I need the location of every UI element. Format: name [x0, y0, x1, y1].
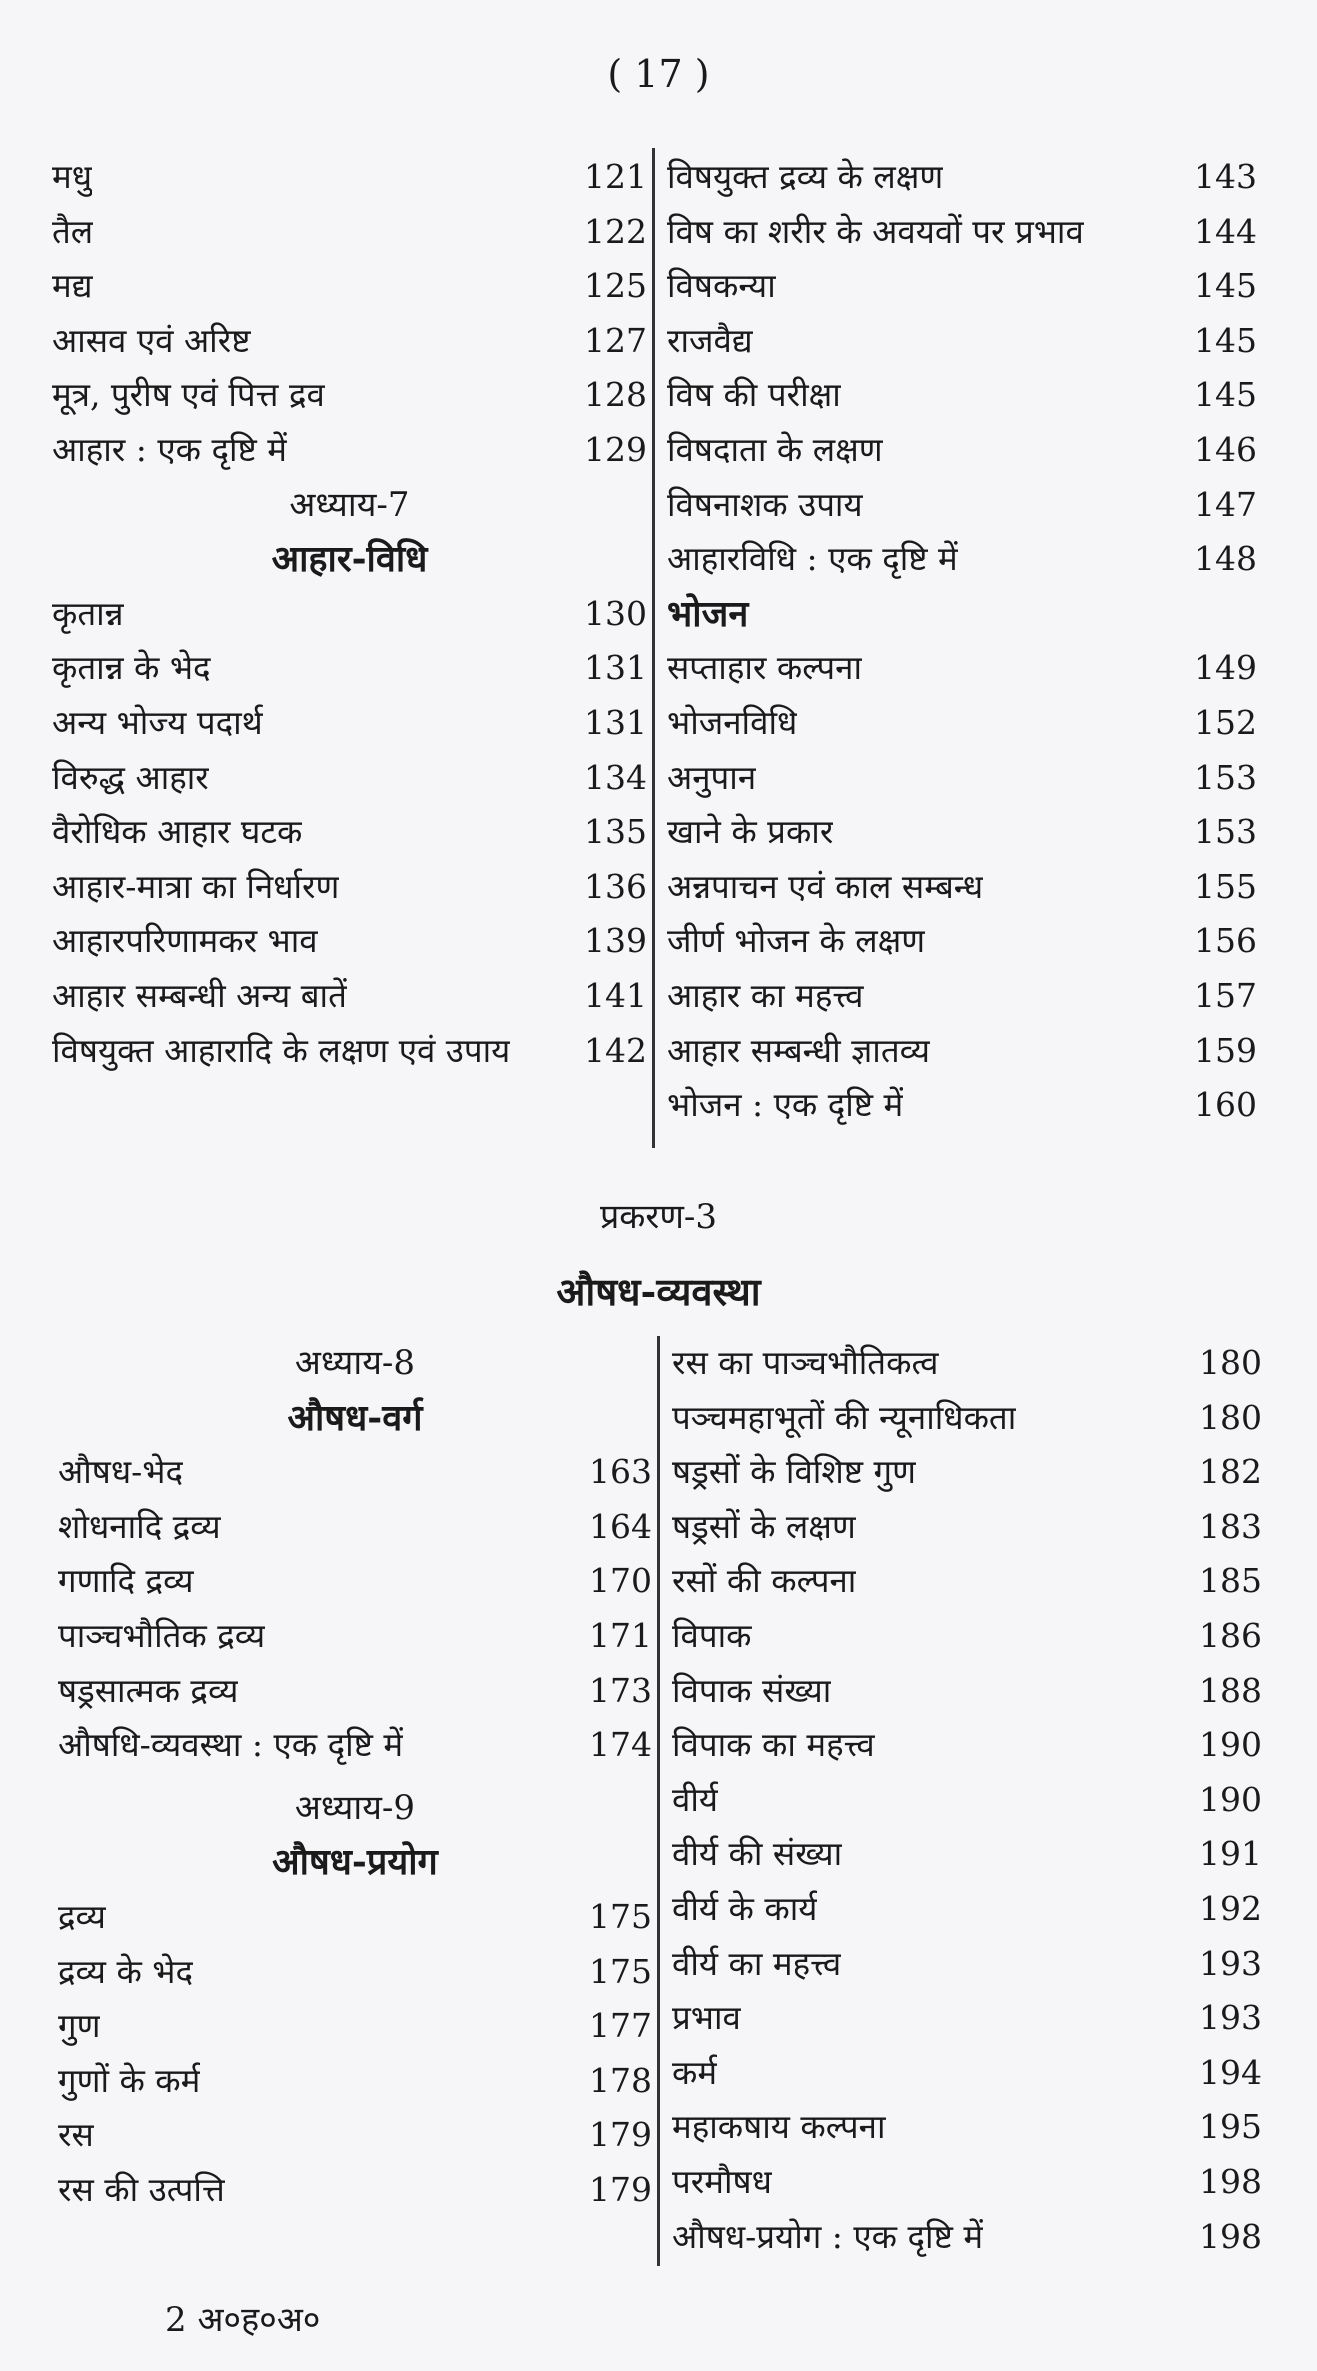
toc-entry-title: द्रव्य: [58, 1896, 106, 1936]
subheading: भोजन: [667, 592, 749, 635]
toc-list: [672, 1336, 1262, 2264]
toc-entry-page: 180: [1199, 1397, 1262, 1437]
toc-entry-title: षड्रसात्मक द्रव्य: [58, 1670, 239, 1710]
toc-entry-title: विपाक संख्या: [672, 1670, 832, 1710]
toc-entry-page: 170: [589, 1561, 652, 1601]
toc-entry-title: आहार का महत्त्व: [667, 975, 864, 1015]
toc-entry-title: द्रव्य के भेद: [58, 1951, 193, 1991]
toc-entry: [672, 1882, 1262, 1937]
toc-entry-title: आहारपरिणामकर भाव: [52, 921, 318, 961]
toc-entry: [672, 1827, 1262, 1882]
toc-entry: [672, 1773, 1262, 1828]
toc-entry-page: 194: [1199, 2052, 1262, 2092]
toc-entry-page: 127: [584, 320, 647, 360]
toc-entry: [667, 860, 1257, 915]
toc-entry-title: मधु: [52, 157, 93, 196]
toc-entry-page: 156: [1194, 921, 1257, 961]
toc-entry-page: 153: [1194, 812, 1257, 852]
toc-entry: [667, 914, 1257, 969]
toc-entry-title: सप्ताहार कल्पना: [667, 648, 862, 688]
toc-entry: [52, 696, 647, 751]
toc-entry-page: 192: [1199, 1888, 1262, 1928]
toc-entry-title: गुण: [58, 2006, 101, 2046]
toc-entry-page: 185: [1199, 1561, 1262, 1601]
toc-entry: [52, 751, 647, 806]
toc-entry-page: 175: [589, 1951, 652, 1991]
toc-entry: [52, 805, 647, 860]
toc-entry-title: तैल: [52, 211, 94, 251]
toc-entry-title: कृतान्न के भेद: [52, 648, 211, 688]
toc-entry-page: 198: [1199, 2161, 1262, 2201]
footer-signature: 2 अ०ह०अ०: [165, 2300, 321, 2340]
top-left-column: [52, 150, 647, 1078]
toc-entry-page: 141: [584, 975, 647, 1015]
toc-entry-page: 193: [1199, 1943, 1262, 1983]
toc-entry-title: कृतान्न: [52, 593, 124, 633]
toc-entry: [667, 150, 1257, 205]
toc-entry-page: 134: [584, 757, 647, 797]
toc-entry-title: विषदाता के लक्षण: [667, 429, 883, 469]
toc-entry-page: 146: [1194, 429, 1257, 469]
toc-entry-title: जीर्ण भोजन के लक्षण: [667, 921, 926, 961]
toc-entry-page: 182: [1199, 1452, 1262, 1492]
toc-entry-page: 131: [584, 648, 647, 688]
toc-entry-page: 131: [584, 702, 647, 742]
toc-entry-title: षड्रसों के लक्षण: [672, 1506, 856, 1546]
toc-entry-page: 145: [1194, 266, 1257, 306]
toc-entry-title: रस की उत्पत्ति: [58, 2169, 225, 2209]
toc-entry-page: 193: [1199, 1998, 1262, 2038]
toc-list: [58, 1890, 652, 2218]
toc-entry-page: 174: [589, 1725, 652, 1765]
toc-entry-page: 130: [584, 593, 647, 633]
toc-entry: [667, 1078, 1257, 1133]
toc-entry-title: पाञ्चभौतिक द्रव्य: [58, 1615, 266, 1655]
toc-entry: [52, 150, 647, 205]
toc-entry: [52, 860, 647, 915]
column-divider: [652, 148, 655, 1148]
toc-entry: [58, 1500, 652, 1555]
toc-entry: [58, 2054, 652, 2109]
toc-entry-title: विषनाशक उपाय: [667, 484, 863, 524]
toc-entry-page: 125: [584, 266, 647, 306]
toc-entry-title: भोजनविधि: [667, 702, 798, 742]
toc-entry: [667, 205, 1257, 260]
toc-entry-page: 147: [1194, 484, 1257, 524]
toc-entry-page: 149: [1194, 648, 1257, 688]
toc-entry-page: 190: [1199, 1779, 1262, 1819]
toc-entry: [52, 641, 647, 696]
toc-entry-title: मूत्र, पुरीष एवं पित्त द्रव: [52, 375, 325, 415]
toc-entry-title: रस: [58, 2115, 94, 2155]
toc-entry-page: 179: [589, 2115, 652, 2155]
toc-entry-title: विषकन्या: [667, 266, 776, 306]
toc-entry: [667, 423, 1257, 478]
toc-entry: [58, 2163, 652, 2218]
toc-entry: [52, 969, 647, 1024]
toc-entry-title: वीर्य का महत्त्व: [672, 1943, 842, 1983]
toc-entry-page: 159: [1194, 1030, 1257, 1070]
toc-entry-title: वीर्य: [672, 1779, 719, 1819]
toc-entry-page: 164: [589, 1506, 652, 1546]
toc-entry-page: 145: [1194, 320, 1257, 360]
toc-entry: [667, 478, 1257, 533]
toc-entry-page: 198: [1199, 2216, 1262, 2256]
toc-entry: [672, 2210, 1262, 2265]
toc-entry-page: 186: [1199, 1615, 1262, 1655]
toc-entry: [58, 1945, 652, 2000]
toc-entry-page: 160: [1194, 1085, 1257, 1125]
toc-entry-title: वीर्य की संख्या: [672, 1834, 843, 1874]
toc-entry-title: अन्य भोज्य पदार्थ: [52, 702, 263, 742]
toc-entry-title: विपाक: [672, 1615, 752, 1655]
toc-entry-title: अनुपान: [667, 757, 757, 797]
toc-list: [667, 641, 1257, 1132]
toc-entry-title: वैरोधिक आहार घटक: [52, 812, 303, 852]
toc-entry-page: 128: [584, 375, 647, 415]
chapter-title: औषध-वर्ग: [287, 1396, 423, 1439]
toc-entry-page: 122: [584, 211, 647, 251]
toc-entry: [52, 1024, 647, 1079]
toc-entry-title: गुणों के कर्म: [58, 2060, 201, 2100]
toc-entry: [667, 696, 1257, 751]
toc-entry: [667, 969, 1257, 1024]
toc-entry-title: राजवैद्य: [667, 320, 753, 360]
toc-entry-page: 148: [1194, 539, 1257, 579]
toc-entry-page: 145: [1194, 375, 1257, 415]
toc-entry-title: पञ्चमहाभूतों की न्यूनाधिकता: [672, 1397, 1017, 1437]
toc-entry-page: 179: [589, 2169, 652, 2209]
toc-entry-page: 139: [584, 921, 647, 961]
toc-entry: [58, 1999, 652, 2054]
toc-entry: [667, 532, 1257, 587]
toc-entry: [58, 1718, 652, 1773]
toc-entry: [672, 2155, 1262, 2210]
toc-entry-page: 144: [1194, 211, 1257, 251]
chapter-title: आहार-विधि: [271, 538, 428, 581]
section-heading: [0, 1190, 1317, 1319]
toc-entry: [672, 1991, 1262, 2046]
toc-entry-title: विषयुक्त द्रव्य के लक्षण: [667, 157, 944, 196]
toc-entry-title: विष की परीक्षा: [667, 375, 841, 415]
toc-entry-title: प्रभाव: [672, 1998, 741, 2038]
toc-list: [52, 150, 647, 478]
toc-entry-page: 191: [1199, 1834, 1262, 1874]
toc-entry-page: 163: [589, 1452, 652, 1492]
column-divider: [657, 1336, 660, 2266]
toc-entry-title: विष का शरीर के अवयवों पर प्रभाव: [667, 211, 1084, 251]
chapter-label: अध्याय-9: [294, 1787, 416, 1828]
toc-entry: [58, 2108, 652, 2163]
toc-entry: [667, 368, 1257, 423]
toc-entry-page: 195: [1199, 2107, 1262, 2147]
toc-entry-title: महाकषाय कल्पना: [672, 2107, 886, 2147]
toc-entry-page: 188: [1199, 1670, 1262, 1710]
toc-entry: [672, 1445, 1262, 1500]
toc-entry-page: 183: [1199, 1506, 1262, 1546]
toc-entry: [667, 1024, 1257, 1079]
toc-entry: [667, 641, 1257, 696]
toc-entry-title: आहार सम्बन्धी ज्ञातव्य: [667, 1030, 931, 1070]
toc-entry-page: 129: [584, 429, 647, 469]
toc-entry: [58, 1664, 652, 1719]
chapter-title: औषध-प्रयोग: [272, 1841, 438, 1884]
toc-entry-title: मद्य: [52, 266, 93, 306]
chapter-label: अध्याय-8: [294, 1343, 416, 1383]
toc-entry-title: विपाक का महत्त्व: [672, 1725, 875, 1765]
toc-entry-page: 142: [584, 1030, 647, 1070]
toc-entry: [667, 314, 1257, 369]
toc-entry-page: 143: [1194, 157, 1257, 196]
toc-entry: [58, 1890, 652, 1945]
toc-entry-page: 178: [589, 2060, 652, 2100]
toc-entry-page: 190: [1199, 1725, 1262, 1765]
toc-entry-title: आहारविधि : एक दृष्टि में: [667, 539, 958, 579]
toc-entry: [672, 2046, 1262, 2101]
toc-entry-title: षड्रसों के विशिष्ट गुण: [672, 1452, 916, 1492]
toc-entry: [52, 423, 647, 478]
section-title: औषध-व्यवस्था: [556, 1268, 761, 1314]
toc-entry-title: विषयुक्त आहारादि के लक्षण एवं उपाय: [52, 1030, 511, 1070]
toc-entry-title: अन्नपाचन एवं काल सम्बन्ध: [667, 866, 984, 906]
toc-entry-page: 157: [1194, 975, 1257, 1015]
toc-entry: [672, 1609, 1262, 1664]
toc-entry-title: गणादि द्रव्य: [58, 1561, 194, 1601]
toc-entry: [672, 1336, 1262, 1391]
toc-entry-title: भोजन : एक दृष्टि में: [667, 1085, 904, 1125]
toc-entry: [667, 751, 1257, 806]
toc-entry-page: 135: [584, 812, 647, 852]
toc-entry-title: खाने के प्रकार: [667, 812, 834, 852]
toc-entry-title: रस का पाञ्चभौतिकत्व: [672, 1343, 939, 1382]
toc-entry: [672, 1500, 1262, 1555]
toc-entry-title: विरुद्ध आहार: [52, 757, 209, 797]
page-number: ( 17 ): [607, 52, 710, 96]
toc-entry: [52, 314, 647, 369]
toc-entry: [58, 1609, 652, 1664]
toc-entry-title: आहार : एक दृष्टि में: [52, 429, 288, 469]
toc-entry-title: रसों की कल्पना: [672, 1561, 857, 1601]
toc-entry: [672, 1937, 1262, 1992]
toc-entry: [52, 205, 647, 260]
toc-entry-page: 136: [584, 866, 647, 906]
toc-entry: [667, 805, 1257, 860]
toc-entry: [672, 2100, 1262, 2155]
toc-entry-page: 177: [589, 2006, 652, 2046]
toc-entry-title: औषध-भेद: [58, 1452, 184, 1492]
section-label: प्रकरण-3: [599, 1197, 718, 1237]
toc-list: [58, 1445, 652, 1773]
toc-entry: [58, 1554, 652, 1609]
toc-entry: [672, 1554, 1262, 1609]
toc-list: [667, 150, 1257, 587]
toc-entry-title: शोधनादि द्रव्य: [58, 1506, 221, 1546]
toc-entry-page: 152: [1194, 702, 1257, 742]
toc-entry-title: आहार-मात्रा का निर्धारण: [52, 866, 340, 906]
toc-entry: [667, 259, 1257, 314]
toc-entry-page: 175: [589, 1896, 652, 1936]
top-right-column: [667, 150, 1257, 1133]
toc-entry-title: आसव एवं अरिष्ट: [52, 320, 251, 360]
toc-entry: [672, 1664, 1262, 1719]
toc-entry-page: 153: [1194, 757, 1257, 797]
toc-entry: [58, 1445, 652, 1500]
toc-entry: [672, 1391, 1262, 1446]
toc-entry: [52, 587, 647, 642]
bottom-left-column: [58, 1336, 652, 2218]
chapter-label: अध्याय-7: [289, 484, 410, 525]
toc-entry-page: 155: [1194, 866, 1257, 906]
bottom-right-column: [672, 1336, 1262, 2264]
toc-list: [52, 587, 647, 1078]
toc-entry-title: कर्म: [672, 2052, 718, 2092]
toc-entry-title: परमौषध: [672, 2161, 772, 2201]
toc-entry: [52, 914, 647, 969]
toc-entry-title: औषधि-व्यवस्था : एक दृष्टि में: [58, 1725, 404, 1765]
toc-entry-page: 180: [1199, 1343, 1262, 1382]
toc-entry-page: 173: [589, 1670, 652, 1710]
toc-entry-title: वीर्य के कार्य: [672, 1888, 818, 1928]
toc-entry: [52, 259, 647, 314]
toc-entry-page: 121: [584, 157, 647, 196]
toc-entry: [52, 368, 647, 423]
toc-entry-title: आहार सम्बन्धी अन्य बातें: [52, 975, 347, 1015]
toc-entry-page: 171: [589, 1615, 652, 1655]
toc-entry: [672, 1718, 1262, 1773]
toc-entry-title: औषध-प्रयोग : एक दृष्टि में: [672, 2216, 984, 2256]
